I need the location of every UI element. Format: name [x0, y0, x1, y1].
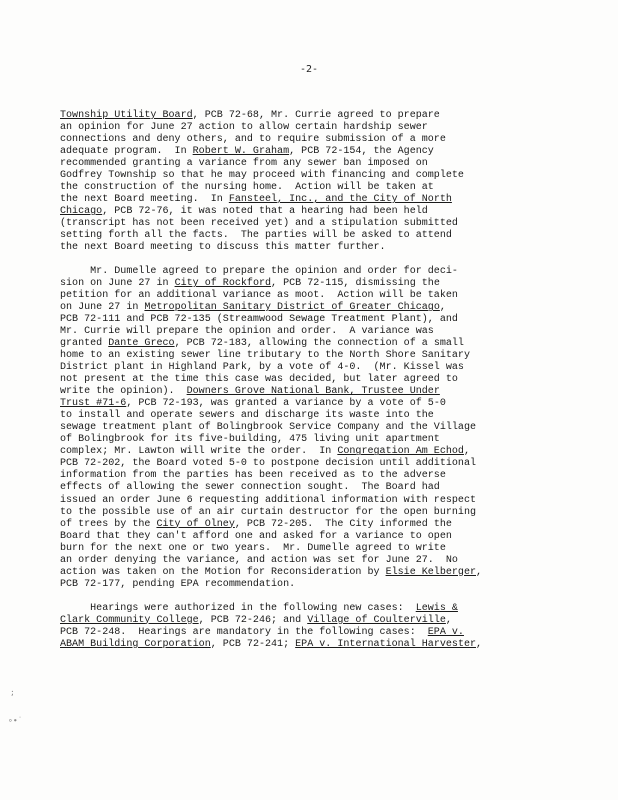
text-segment: of trees by the	[60, 518, 157, 530]
text-segment: , PCB 72-115, dismissing the	[271, 278, 440, 290]
case-name: Congregation Am Echod	[337, 446, 464, 458]
case-name: Clark Community College	[60, 614, 199, 626]
text-segment: ,	[476, 566, 483, 578]
text-segment: District plant in Highland Park, by a vote of 4-0. (Mr. Kissel was	[60, 362, 464, 374]
text-line	[60, 446, 560, 458]
text-line	[60, 386, 560, 398]
text-segment: recommended granting a variance from any sewer ban imposed on	[60, 158, 428, 170]
text-segment: complex; Mr. Lawton will write the order. In	[60, 446, 338, 458]
text-segment: PCB 72-111 and PCB 72-135 (Streamwood Sewage Treatment Plant), and	[60, 314, 458, 326]
text-segment: not present at the time this case was decided, but later agreed to	[60, 374, 458, 386]
case-name: Fansteel, Inc., and the City of North	[228, 194, 452, 206]
text-segment: , PCB 72-241;	[210, 638, 296, 650]
case-name: Village of Coulterville	[307, 614, 446, 626]
text-line	[60, 507, 560, 519]
case-name: Lewis &	[415, 602, 458, 614]
text-line	[60, 422, 560, 434]
text-segment: burn for the next one or two years. Mr. Dumelle agreed to write	[60, 542, 446, 554]
text-segment: Godfrey Township so that he may proceed with financing and complete	[60, 170, 464, 182]
text-segment: granted	[60, 338, 109, 350]
text-line	[60, 158, 560, 170]
text-line	[60, 374, 560, 386]
text-segment: ,	[439, 302, 446, 314]
text-line	[60, 122, 560, 134]
case-name: EPA v. International Harvester	[295, 638, 477, 650]
text-line	[60, 314, 560, 326]
text-segment: an opinion for June 27 action to allow certain hardship sewer	[60, 122, 428, 134]
margin-mark: ∘∙˙	[8, 716, 23, 725]
text-line	[60, 482, 560, 494]
text-line	[60, 543, 560, 555]
text-segment: , PCB 72-76, it was noted that a hearing had been held	[102, 206, 428, 218]
case-name: City of Olney	[156, 518, 235, 530]
case-name: ABAM Building Corporation	[60, 638, 211, 650]
paragraph	[60, 110, 560, 254]
case-name: Metropolitan Sanitary District of Greater Chicago	[144, 302, 440, 314]
text-line	[60, 290, 560, 302]
text-line	[60, 110, 560, 122]
text-segment: , PCB 72-68, Mr. Currie agreed to prepare	[192, 110, 440, 121]
margin-mark: ;	[10, 688, 15, 697]
text-line	[60, 519, 560, 531]
text-segment: connections and deny others, and to require submission of a more	[60, 134, 446, 146]
text-segment: PCB 72-177, pending EPA recommendation.	[60, 578, 296, 590]
text-line	[60, 362, 560, 374]
text-segment: Board that they can't afford one and asked for a variance to open	[60, 530, 452, 542]
case-name: Dante Greco	[108, 338, 175, 350]
text-line	[60, 567, 560, 579]
case-name: Chicago	[60, 206, 103, 218]
document-body	[60, 110, 560, 651]
paragraph-gap	[60, 591, 560, 603]
text-line	[60, 218, 560, 230]
text-segment: , PCB 72-205. The City informed the	[234, 518, 452, 530]
text-segment: Mr. Dumelle agreed to prepare the opinion and order for deci-	[60, 266, 458, 278]
text-line	[60, 302, 560, 314]
text-segment: of Bolingbrook for its five-building, 475 living unit apartment	[60, 434, 440, 446]
text-segment: to install and operate sewers and discharge its waste into the	[60, 410, 434, 422]
text-line	[60, 338, 560, 350]
text-segment: sion on June 27 in	[60, 278, 175, 290]
case-name: Trust #71-6	[60, 398, 127, 410]
text-segment: on June 27 in	[60, 302, 145, 314]
text-line	[60, 182, 560, 194]
paragraph	[60, 266, 560, 590]
page-number: -2-	[299, 64, 319, 75]
text-segment: , PCB 72-246; and	[198, 614, 308, 626]
text-segment: write the opinion).	[60, 386, 187, 398]
text-line	[60, 170, 560, 182]
text-segment: sewage treatment plant of Bolingbrook Service Company and the Village	[60, 422, 477, 434]
case-name: EPA v.	[427, 626, 464, 638]
text-segment: PCB 72-248. Hearings are mandatory in the following cases:	[60, 626, 428, 638]
text-segment: issued an order June 6 requesting additional information with respect	[60, 494, 477, 506]
text-line	[60, 410, 560, 422]
text-segment: action was taken on the Motion for Reconsideration by	[60, 566, 386, 578]
case-name: City of Rockford	[174, 278, 272, 290]
text-line	[60, 266, 560, 278]
text-segment: home to an existing sewer line tributary to the North Shore Sanitary	[60, 350, 470, 362]
text-line	[60, 398, 560, 410]
case-name: Elsie Kelberger	[385, 566, 477, 578]
paragraph	[60, 603, 560, 651]
text-line	[60, 434, 560, 446]
text-segment: , PCB 72-183, allowing the connection of a small	[174, 338, 464, 350]
text-line	[60, 146, 560, 158]
text-segment: ,	[445, 614, 452, 626]
case-name: Robert W. Graham	[192, 146, 290, 158]
text-line	[60, 579, 560, 591]
text-line	[60, 242, 560, 254]
text-line	[60, 134, 560, 146]
text-line	[60, 350, 560, 362]
text-segment: , PCB 72-154, the Agency	[289, 146, 434, 158]
text-line	[60, 326, 560, 338]
text-line	[60, 470, 560, 482]
text-line	[60, 627, 560, 639]
text-segment: the next Board meeting. In	[60, 194, 229, 206]
text-segment: adequate program. In	[60, 146, 193, 158]
text-segment: PCB 72-202, the Board voted 5-0 to postpone decision until additional	[60, 458, 477, 470]
text-line	[60, 555, 560, 567]
text-segment: petition for an additional variance as moot. Action will be taken	[60, 290, 458, 302]
text-line	[60, 278, 560, 290]
text-segment: the construction of the nursing home. Action will be taken at	[60, 182, 434, 194]
case-name: Township Utility Board	[60, 110, 193, 121]
text-segment: (transcript has not been received yet) and a stipulation submitted	[60, 218, 458, 230]
text-segment: setting forth all the facts. The parties will be asked to attend	[60, 230, 452, 242]
text-segment: Mr. Currie will prepare the opinion and order. A variance was	[60, 326, 434, 338]
text-segment: information from the parties has been received as to the adverse	[60, 470, 446, 482]
text-segment: Hearings were authorized in the following new cases:	[60, 602, 416, 614]
text-line	[60, 603, 560, 615]
text-line	[60, 495, 560, 507]
text-line	[60, 230, 560, 242]
text-line	[60, 206, 560, 218]
text-segment: ,	[463, 446, 470, 458]
text-segment: an order denying the variance, and action was set for June 27. No	[60, 554, 458, 566]
case-name: Downers Grove National Bank, Trustee Under	[186, 386, 440, 398]
text-line	[60, 194, 560, 206]
text-segment: the next Board meeting to discuss this matter further.	[60, 242, 386, 254]
text-segment: , PCB 72-193, was granted a variance by a vote of 5-0	[126, 398, 446, 410]
text-line	[60, 458, 560, 470]
text-segment: ,	[476, 638, 483, 650]
text-segment: effects of allowing the sewer connection sought. The Board had	[60, 482, 440, 494]
text-line	[60, 615, 560, 627]
text-line	[60, 531, 560, 543]
text-segment: to the possible use of an air curtain destructor for the open burning	[60, 506, 477, 518]
text-line	[60, 639, 560, 651]
paragraph-gap	[60, 254, 560, 266]
